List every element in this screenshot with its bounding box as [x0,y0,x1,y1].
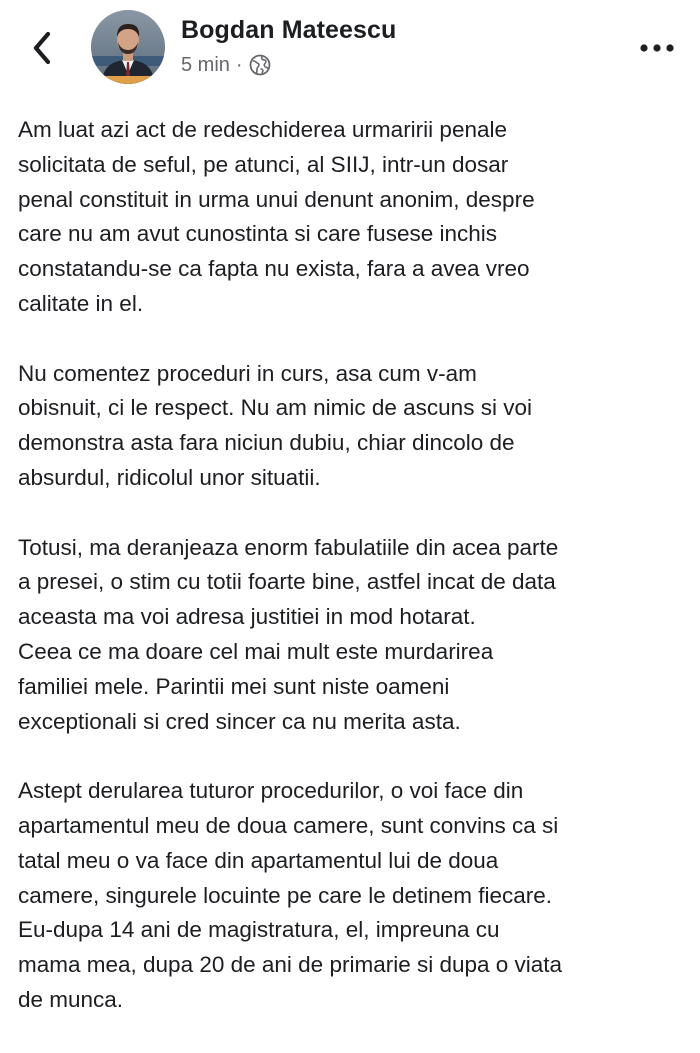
post-header [0,0,700,100]
back-button[interactable] [22,24,66,72]
post-paragraph-1: Am luat azi act de redeschiderea urmaririi penale solicitata de seful, pe atunci, al SIIJ, intr-un dosar penal constituit in urma unui denunt anonim, despre care nu am avut cunostinta si care fusese inchis constatandu-se ca fapta nu exista, fara a avea vreo calitate in el. [18,117,535,316]
avatar[interactable] [91,10,165,84]
post-body [18,113,688,1053]
meta-separator: · [235,53,243,76]
post-meta [181,53,271,77]
author-name[interactable]: Bogdan Mateescu [181,16,397,44]
post-timestamp[interactable]: 5 min [181,53,230,76]
more-options-button[interactable] [634,30,680,66]
post-paragraph-2: Nu comentez proceduri in curs, asa cum v-am obisnuit, ci le respect. Nu am nimic de ascuns si voi demonstra asta fara niciun dubiu, chiar dincolo de absurdul, ridicolul unor situatii. [18,360,532,490]
chevron-left-icon [22,24,66,72]
profile-photo [91,10,165,84]
more-horizontal-icon [639,43,675,53]
globe-icon[interactable] [249,54,271,76]
post-paragraph-4: Astept derularea tuturor procedurilor, o voi face din apartamentul meu de doua camere, sunt convins ca si tatal meu o va face din apartamentul lui de doua camere, singurele locuinte pe care le detinem fiecare. Eu-dupa 14 ani de magistratura, el, impreuna cu mama mea, dupa 20 de ani de primarie si dupa o viata de munca. [18,778,563,1012]
post-paragraph-3: Totusi, ma deranjeaza enorm fabulatiile din acea parte a presei, o stim cu totii foarte bine, astfel incat de data aceasta ma voi adresa justitiei in mod hotarat. Ceea ce ma doare cel mai mult este murdarirea familiei mele. Parintii mei sunt niste oameni exceptionali si cred sincer ca nu merita asta. [18,534,559,734]
